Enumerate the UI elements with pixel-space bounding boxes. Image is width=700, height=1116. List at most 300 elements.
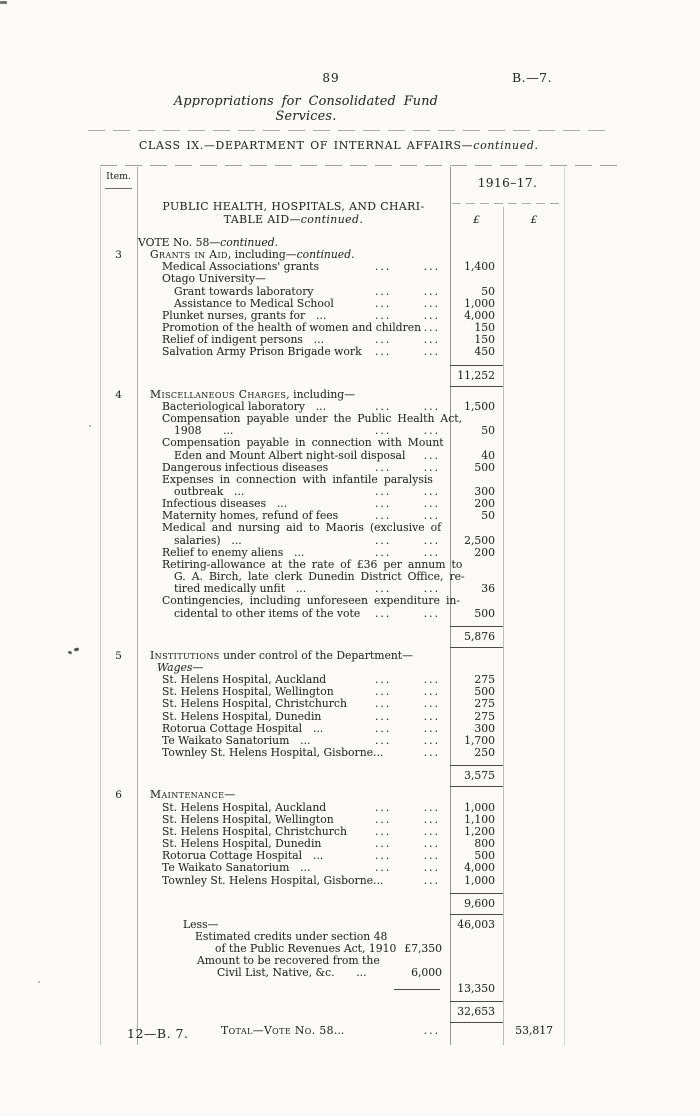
dot-leader: ... — [375, 497, 392, 511]
text-segment: continued. — [220, 236, 279, 249]
item-number — [100, 237, 137, 249]
item-number — [100, 437, 137, 449]
dot-leader: ... — [423, 448, 440, 462]
table-row — [100, 474, 565, 486]
description-cell — [137, 346, 450, 358]
dot-leader: ... — [423, 697, 440, 711]
text-segment: cidental to other items of the vote — [174, 606, 361, 620]
amount-cell-col1: 450 — [474, 345, 495, 359]
amount-cell-col1: 275 — [474, 709, 495, 723]
table-row — [100, 571, 565, 583]
amount-cell-col2 — [503, 919, 565, 931]
item-number — [100, 522, 137, 534]
dot-leader: ... — [375, 345, 392, 359]
text-segment: Estimated credits under section 48 — [195, 929, 388, 943]
item-number — [100, 298, 137, 310]
amount-cell-col2 — [503, 943, 565, 955]
text-segment: St. Helens Hospital, Christchurch — [162, 824, 347, 838]
amount-cell-col1 — [450, 967, 503, 979]
dot-leader: ... — [375, 509, 392, 523]
text-segment: Maintenance — [150, 788, 225, 802]
item-number: 6 — [115, 789, 122, 802]
text-segment: Total—Vote No. 58 — [221, 1023, 334, 1037]
item-number — [100, 802, 137, 814]
text-segment: continued. — [296, 248, 355, 262]
item-number — [100, 711, 137, 723]
item-number — [100, 765, 137, 787]
dot-leader: ... — [423, 746, 440, 760]
amount-cell-col2 — [503, 547, 565, 559]
text-segment: Grants in Aid — [150, 248, 228, 262]
amount-cell-col1: 500 — [474, 606, 495, 620]
description-cell — [137, 875, 450, 887]
table-row — [100, 346, 565, 358]
amount-cell-col2 — [503, 826, 565, 838]
text-segment: Te Waikato Sanatorium ... — [162, 733, 311, 747]
pound-symbol-col2: £ — [530, 214, 538, 226]
amount-cell-col2 — [503, 983, 565, 995]
sub-amount: 6,000 — [411, 966, 442, 980]
amount-cell-col1: 1,400 — [464, 260, 495, 274]
dot-leader: ... — [423, 812, 440, 826]
amount-cell-col1: 50 — [481, 284, 495, 298]
table-header — [100, 167, 565, 237]
amount-cell-col2 — [503, 450, 565, 462]
item-number — [100, 826, 137, 838]
amount-cell-col2 — [503, 298, 565, 310]
amount-cell-col1 — [450, 1025, 503, 1037]
amount-cell-col1: 50 — [481, 424, 495, 438]
text-segment: Infectious diseases ... — [162, 497, 288, 511]
amount-cell-col1: 1,700 — [464, 733, 495, 747]
dot-leader: ... — [375, 721, 392, 735]
amount-cell-col2 — [503, 893, 565, 915]
text-segment: Miscellaneous Charges — [150, 387, 287, 401]
text-segment: G. A. Birch, late clerk Dunedin District Office, re- — [174, 570, 465, 584]
amount-cell-col1: 40 — [481, 448, 495, 462]
dot-leader: ... — [423, 873, 440, 887]
item-number — [100, 450, 137, 462]
amount-cell-col2 — [503, 608, 565, 620]
text-segment: 1908 ... — [174, 424, 234, 438]
amount-cell-col2 — [503, 747, 565, 759]
dot-leader: ... — [375, 800, 392, 814]
dot-leader: ... — [375, 582, 392, 596]
item-number: 4 — [115, 388, 122, 401]
amount-cell-col2 — [503, 723, 565, 735]
text-segment: Eden and Mount Albert night-soil disposal — [174, 448, 406, 462]
section-heading-line2-main: TABLE AID— — [223, 213, 301, 226]
year-column-header: 1916–17. — [477, 176, 538, 190]
dot-leader: ... — [375, 399, 392, 413]
amount-cell-col1: 1,200 — [464, 824, 495, 838]
dot-leader: ... — [423, 861, 440, 875]
item-number — [100, 571, 137, 583]
dot-leader: ... — [423, 606, 440, 620]
table-top-border — [100, 165, 620, 166]
ink-speck — [38, 981, 40, 983]
text-segment: Expenses in connection with infantile paralysis — [162, 472, 433, 486]
item-number — [100, 425, 137, 437]
description-cell — [137, 747, 450, 759]
amount-cell-col1: 46,003 — [457, 917, 495, 931]
amount-cell-col2 — [503, 711, 565, 723]
text-segment: of the Public Revenues Act, 1910 — [215, 942, 397, 956]
description-cell — [137, 967, 450, 979]
amount-cell-col2 — [503, 437, 565, 449]
amount-cell-col1: 4,000 — [464, 308, 495, 322]
dot-leader: ... — [423, 296, 440, 310]
dot-leader: ... — [375, 308, 392, 322]
dot-leader: ... — [423, 837, 440, 851]
text-segment: Institutions — [150, 648, 220, 662]
table-row — [100, 747, 565, 759]
amount-cell-col2 — [503, 486, 565, 498]
dot-leader: ... — [375, 685, 392, 699]
description-cell — [137, 1001, 450, 1023]
item-number — [100, 626, 137, 648]
dot-leader: ... — [375, 837, 392, 851]
appropriations-table — [100, 167, 565, 1045]
item-number — [100, 662, 137, 674]
table-row — [100, 765, 565, 787]
dot-leader: ... — [423, 460, 440, 474]
item-number — [100, 943, 137, 955]
amount-cell-col2 — [503, 510, 565, 522]
text-segment: St. Helens Hospital, Wellington — [162, 812, 334, 826]
description-cell — [137, 765, 450, 787]
amount-cell-col1: 5,876 — [450, 626, 503, 648]
amount-cell-col1: 275 — [474, 673, 495, 687]
description-cell — [137, 893, 450, 915]
text-segment: , including— — [227, 248, 297, 262]
item-number — [100, 838, 137, 850]
pound-symbol-col1: £ — [473, 214, 480, 226]
dot-leader: ... — [375, 424, 392, 438]
item-number — [100, 1001, 137, 1023]
item-number — [100, 310, 137, 322]
table-row — [100, 875, 565, 887]
amount-cell-col2 — [503, 237, 565, 249]
item-number — [100, 893, 137, 915]
dot-leader: ... — [375, 260, 392, 274]
dot-leader: ... — [423, 533, 440, 547]
dot-leader: ... — [375, 697, 392, 711]
text-segment: St. Helens Hospital, Dunedin — [162, 837, 322, 851]
text-segment: Wages— — [157, 661, 204, 674]
item-number — [100, 498, 137, 510]
dot-leader: ... — [375, 709, 392, 723]
amount-cell-col2 — [503, 474, 565, 486]
text-segment: outbreak ... — [174, 484, 245, 498]
item-number: 5 — [115, 649, 122, 662]
item-number — [100, 261, 137, 273]
amount-cell-col2 — [503, 310, 565, 322]
amount-cell-col1: 11,252 — [450, 365, 503, 387]
text-segment: tired medically unfit ... — [174, 582, 307, 596]
dot-leader: ... — [423, 345, 440, 359]
amount-cell-col2 — [503, 765, 565, 787]
dot-leader: ... — [423, 800, 440, 814]
dot-leader: ... — [423, 497, 440, 511]
amount-cell-col2 — [503, 273, 565, 285]
amount-cell-col2 — [503, 249, 565, 261]
dot-leader: ... — [423, 721, 440, 735]
amount-cell-col1: 4,000 — [464, 861, 495, 875]
section-heading-line2 — [137, 213, 450, 226]
table-rows — [100, 237, 565, 1037]
section-heading-line1: PUBLIC HEALTH, HOSPITALS, AND CHARI- — [162, 200, 425, 213]
amount-cell-col1: 250 — [474, 746, 495, 760]
text-segment: Rotorua Cottage Hospital ... — [162, 849, 324, 863]
text-segment: Assistance to Medical School — [174, 296, 334, 310]
amount-cell-col2 — [503, 425, 565, 437]
page-number: 89 — [322, 71, 340, 85]
text-segment: Relief to enemy aliens ... — [162, 545, 305, 559]
amount-cell-col2 — [503, 698, 565, 710]
item-number — [100, 322, 137, 334]
dot-leader: ... — [423, 733, 440, 747]
text-segment: Medical Associations' grants — [162, 260, 320, 274]
text-segment: VOTE No. 58— — [138, 236, 221, 249]
amount-cell-col2 — [503, 346, 565, 358]
item-number — [100, 850, 137, 862]
item-number — [100, 273, 137, 285]
ruled-line-under-title — [88, 130, 612, 131]
item-number — [100, 723, 137, 735]
item-number — [100, 595, 137, 607]
amount-cell-col1 — [450, 273, 503, 285]
description-cell — [137, 983, 450, 995]
text-segment: ... — [333, 1023, 345, 1037]
dot-leader: ... — [423, 308, 440, 322]
running-title: Appropriations for Consolidated Fund Services. — [173, 94, 439, 124]
dot-leader: ... — [423, 709, 440, 723]
text-segment: Dangerous infectious diseases — [162, 460, 329, 474]
dot-leader: ... — [375, 733, 392, 747]
dot-leader: ... — [375, 849, 392, 863]
dot-leader: ... — [423, 399, 440, 413]
amount-cell-col1: 200 — [474, 497, 495, 511]
amount-cell-col2 — [503, 789, 565, 801]
text-segment: salaries) ... — [174, 533, 242, 547]
item-column-header: Item. — [106, 171, 131, 182]
item-number — [100, 413, 137, 425]
amount-cell-col1: 50 — [481, 509, 495, 523]
text-segment: Maternity homes, refund of fees — [162, 509, 339, 523]
description-cell — [137, 365, 450, 387]
amount-cell-col2 — [503, 389, 565, 401]
amount-cell-col2: 53,817 — [515, 1023, 553, 1037]
dot-leader: ... — [375, 606, 392, 620]
amount-cell-col2 — [503, 955, 565, 967]
dot-leader: ... — [423, 333, 440, 347]
item-header-underline — [105, 188, 132, 189]
text-segment: Townley St. Helens Hospital, Gisborne... — [162, 746, 384, 760]
text-segment: St. Helens Hospital, Dunedin — [162, 709, 322, 723]
dot-leader: ... — [423, 321, 440, 335]
item-number: 3 — [115, 249, 122, 262]
item-number — [100, 365, 137, 387]
dot-leader: ... — [375, 484, 392, 498]
item-number — [100, 486, 137, 498]
amount-cell-col1 — [450, 931, 503, 943]
dot-leader: ... — [423, 1023, 440, 1037]
item-number — [100, 286, 137, 298]
dot-leader: ... — [375, 333, 392, 347]
amount-cell-col2 — [503, 535, 565, 547]
table-row — [100, 893, 565, 915]
dot-leader: ... — [423, 849, 440, 863]
amount-cell-col2 — [503, 967, 565, 979]
table-row — [100, 522, 565, 534]
item-number — [100, 686, 137, 698]
dot-leader: ... — [423, 424, 440, 438]
text-segment: Townley St. Helens Hospital, Gisborne... — [162, 873, 384, 887]
amount-cell-col1: 500 — [474, 849, 495, 863]
description-cell — [137, 608, 450, 620]
item-number — [100, 674, 137, 686]
amount-cell-col2 — [503, 862, 565, 874]
amount-cell-col1 — [450, 789, 503, 801]
table-row — [100, 983, 565, 995]
text-segment: Compensation payable under the Public Health Act, — [162, 412, 463, 426]
amount-cell-col1: 500 — [474, 460, 495, 474]
amount-cell-col1: 275 — [474, 697, 495, 711]
amount-cell-col2 — [503, 522, 565, 534]
item-number — [100, 474, 137, 486]
dot-leader: ... — [375, 533, 392, 547]
text-segment: Te Waikato Sanatorium ... — [162, 861, 311, 875]
dot-leader: ... — [375, 861, 392, 875]
text-segment: Promotion of the health of women and children — [162, 321, 422, 335]
amount-cell-col1: 200 — [474, 545, 495, 559]
text-segment: St. Helens Hospital, Auckland — [162, 673, 327, 687]
text-segment: Relief of indigent persons ... — [162, 333, 325, 347]
amount-cell-col2 — [503, 583, 565, 595]
amount-cell-col1 — [450, 943, 503, 955]
amount-cell-col1: 1,000 — [464, 800, 495, 814]
dot-leader: ... — [423, 545, 440, 559]
amount-cell-col1: 13,350 — [457, 981, 495, 995]
amount-cell-col2 — [503, 814, 565, 826]
amount-cell-col1: 3,575 — [450, 765, 503, 787]
year-header-underline — [452, 203, 562, 204]
text-segment: under control of the Department— — [219, 648, 413, 662]
dot-leader: ... — [423, 509, 440, 523]
item-number — [100, 931, 137, 943]
dot-leader: ... — [375, 824, 392, 838]
item-number — [100, 919, 137, 931]
table-row — [100, 608, 565, 620]
text-segment: Contingencies, including unforeseen expenditure in- — [162, 594, 461, 608]
section-heading-line2-continued: continued. — [300, 213, 364, 226]
item-number — [100, 875, 137, 887]
amount-cell-col2 — [503, 735, 565, 747]
item-number — [100, 462, 137, 474]
dot-leader: ... — [375, 812, 392, 826]
text-segment: Otago University— — [162, 272, 266, 286]
amount-cell-col1: 1,500 — [464, 399, 495, 413]
item-number — [100, 608, 137, 620]
text-segment: , including— — [286, 387, 356, 401]
scan-edge-mark — [0, 1, 7, 4]
paper-reference: B.—7. — [512, 70, 553, 85]
class-heading-continued: continued. — [473, 139, 539, 152]
item-number — [100, 983, 137, 995]
amount-cell-col2 — [503, 571, 565, 583]
text-segment: St. Helens Hospital, Wellington — [162, 685, 334, 699]
item-number — [100, 334, 137, 346]
text-segment: Grant towards laboratory — [174, 284, 314, 298]
ink-speck — [74, 647, 80, 651]
sub-amount-rule — [394, 989, 440, 990]
dot-leader: ... — [423, 673, 440, 687]
text-segment: St. Helens Hospital, Auckland — [162, 800, 327, 814]
dot-leader: ... — [375, 545, 392, 559]
amount-cell-col2 — [503, 875, 565, 887]
amount-cell-col1: 150 — [474, 321, 495, 335]
dot-leader: ... — [423, 484, 440, 498]
amount-cell-col1: 1,000 — [464, 873, 495, 887]
item-number — [100, 747, 137, 759]
table-row — [100, 967, 565, 979]
item-number — [100, 698, 137, 710]
item-number — [100, 559, 137, 571]
description-cell — [137, 626, 450, 648]
amount-cell-col1 — [450, 650, 503, 662]
dot-leader: ... — [423, 582, 440, 596]
ink-speck — [89, 425, 91, 427]
amount-cell-col1: 1,000 — [464, 296, 495, 310]
table-row — [100, 1001, 565, 1023]
text-segment: — — [224, 788, 236, 802]
item-number — [100, 510, 137, 522]
amount-cell-col1 — [450, 955, 503, 967]
item-number — [100, 735, 137, 747]
text-segment: Amount to be recovered from the — [197, 954, 380, 968]
dot-leader: ... — [375, 296, 392, 310]
text-segment: Retiring-allowance at the rate of £36 per annum to — [162, 557, 463, 571]
item-number — [100, 346, 137, 358]
amount-cell-col2 — [503, 559, 565, 571]
amount-cell-col1 — [450, 522, 503, 534]
amount-cell-col2 — [503, 662, 565, 674]
item-number — [100, 547, 137, 559]
amount-cell-col1 — [450, 237, 503, 249]
item-number — [100, 535, 137, 547]
text-segment: Salvation Army Prison Brigade work — [162, 345, 362, 359]
amount-cell-col1 — [450, 437, 503, 449]
amount-cell-col1: 1,100 — [464, 812, 495, 826]
dot-leader: ... — [423, 824, 440, 838]
amount-cell-col2 — [503, 626, 565, 648]
amount-cell-col1: 500 — [474, 685, 495, 699]
amount-cell-col1: 32,653 — [450, 1001, 503, 1023]
amount-cell-col2 — [503, 674, 565, 686]
table-row — [100, 413, 565, 425]
text-segment: Rotorua Cottage Hospital ... — [162, 721, 324, 735]
dot-leader: ... — [423, 685, 440, 699]
item-number — [100, 862, 137, 874]
amount-cell-col2 — [503, 334, 565, 346]
dot-leader: ... — [375, 673, 392, 687]
amount-cell-col2 — [503, 401, 565, 413]
amount-cell-col2 — [503, 365, 565, 387]
amount-cell-col1: 300 — [474, 484, 495, 498]
amount-cell-col1: 800 — [474, 837, 495, 851]
sub-amount: £7,350 — [404, 942, 442, 956]
